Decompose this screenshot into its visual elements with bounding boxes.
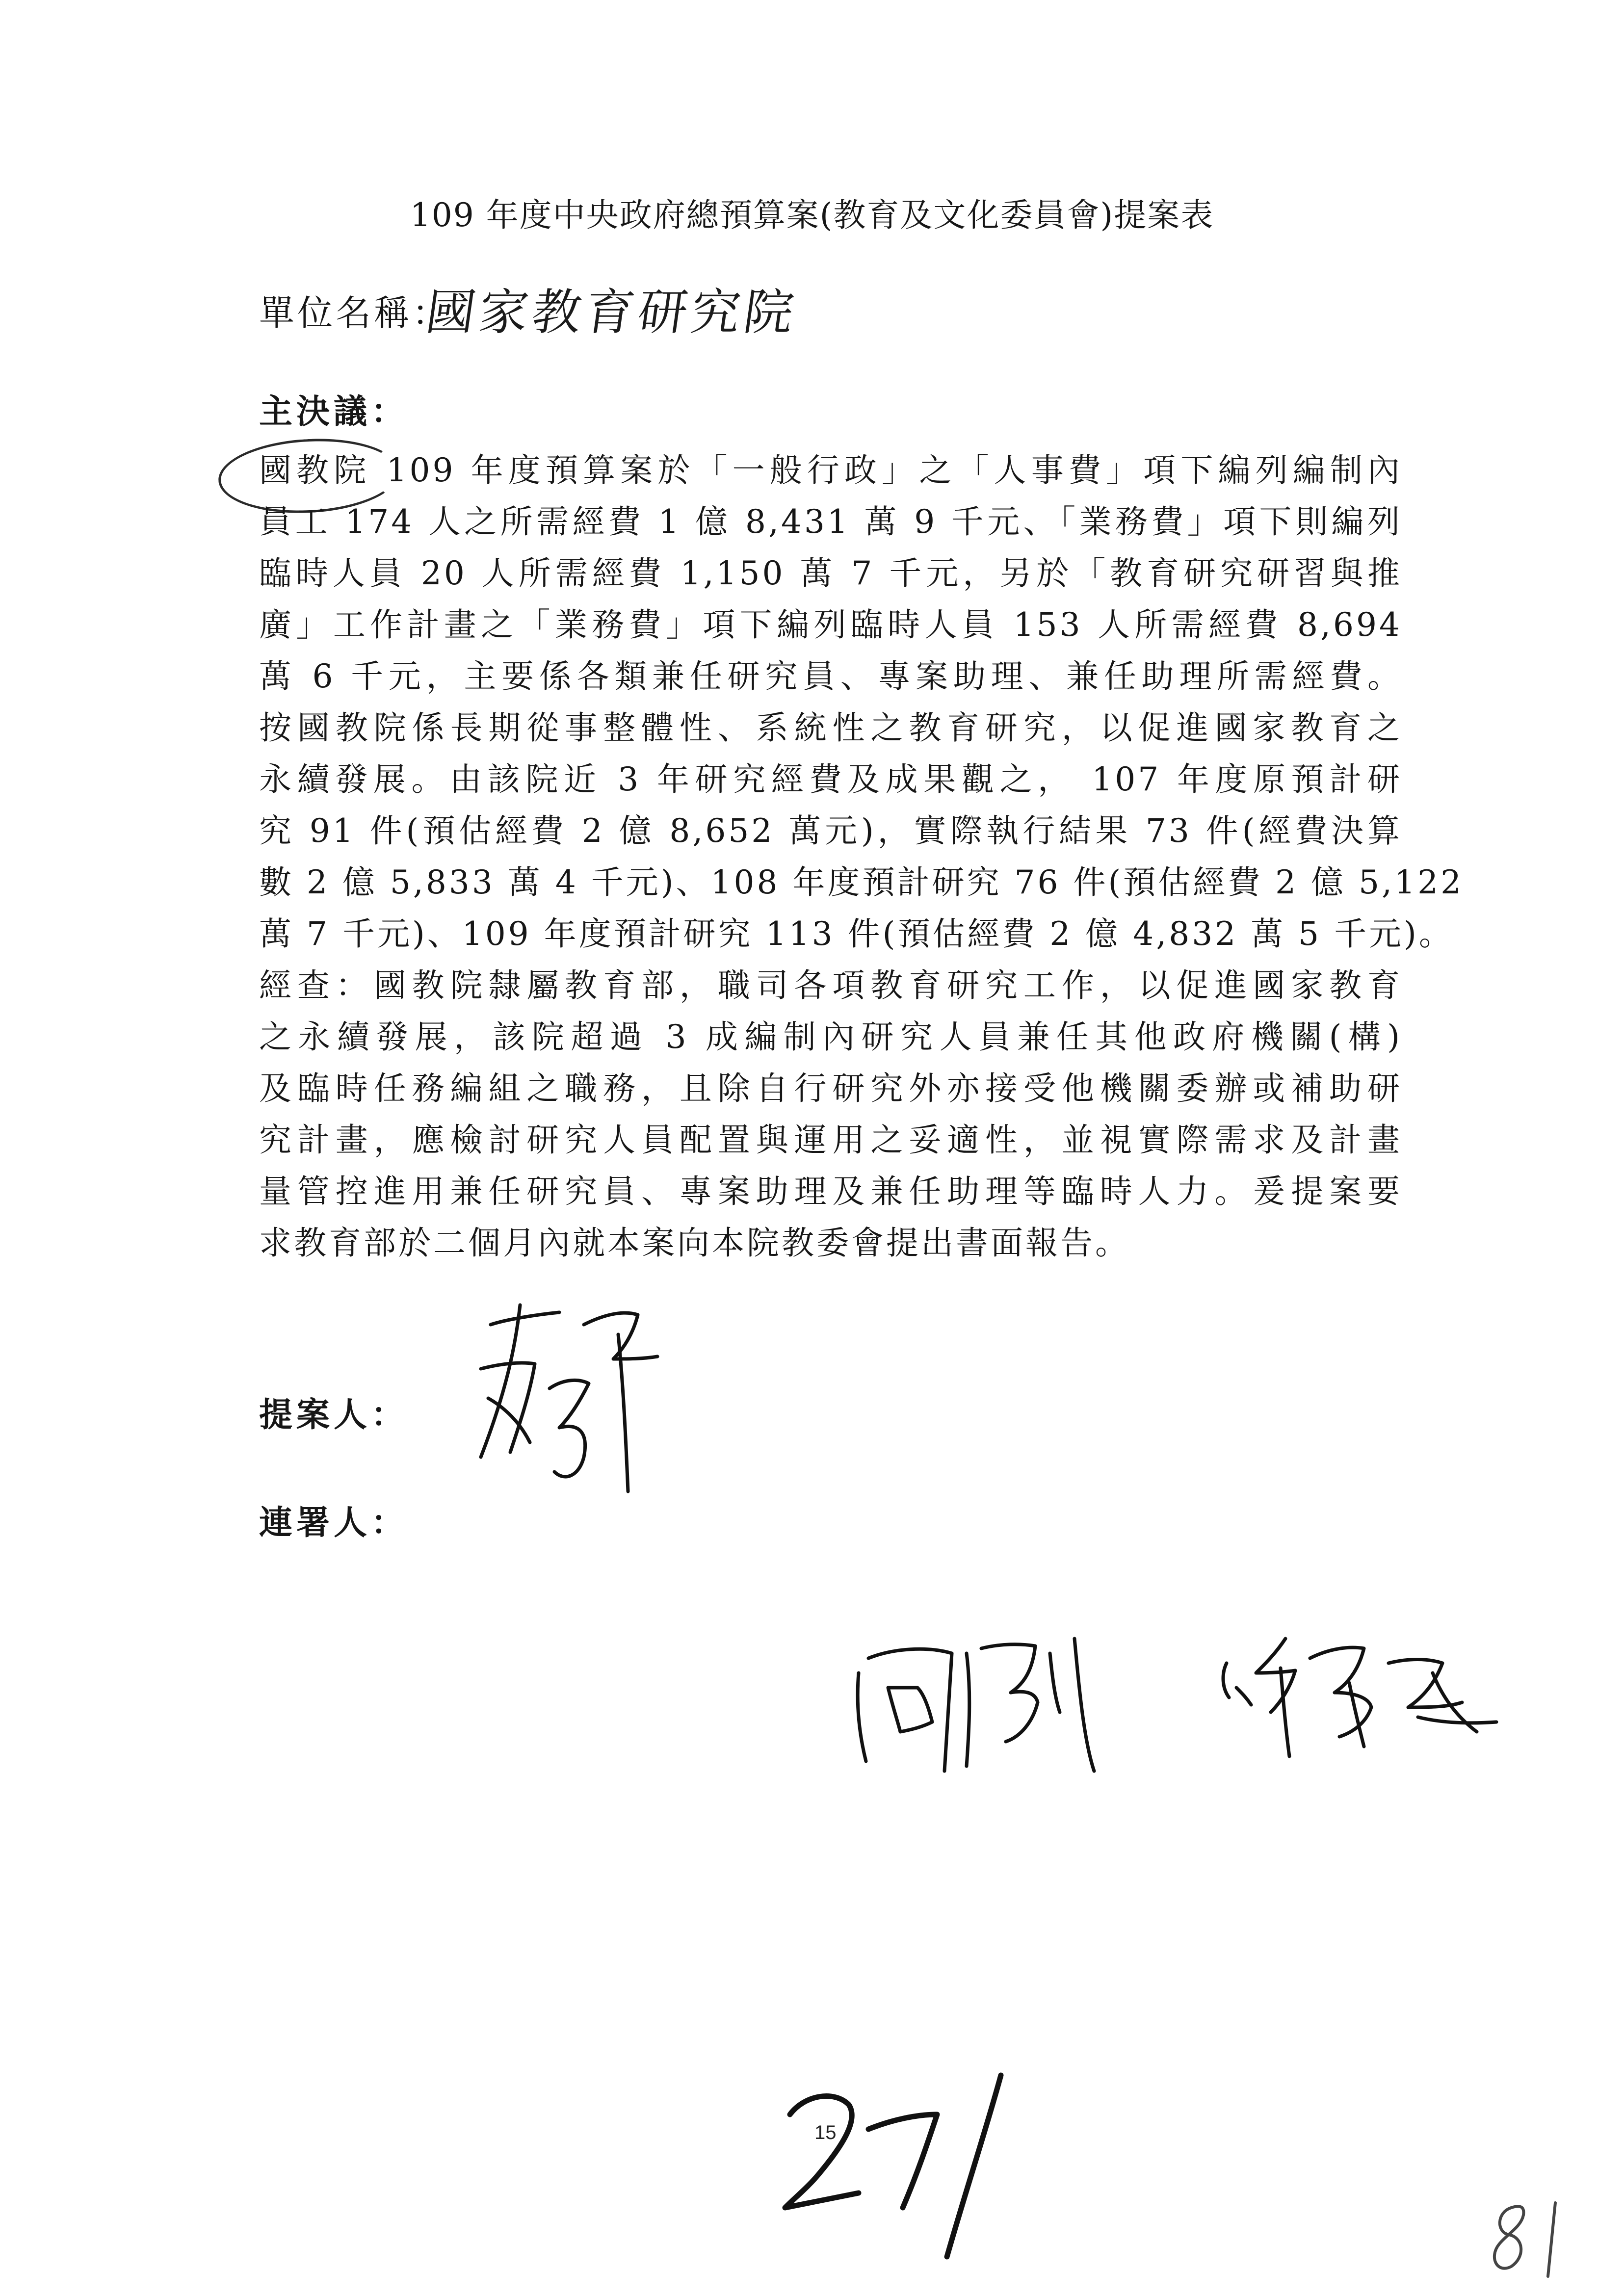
cosigner-label: 連署人： (259, 1503, 409, 1542)
handwritten-corner-number (1482, 2188, 1590, 2286)
resolution-line: 之永續發展，該院超過 3 成編制內研究人員兼任其他政府機關(構) (259, 1018, 1402, 1056)
cosigner-signature-2 (1212, 1619, 1516, 1766)
resolution-label: 主決議： (259, 392, 409, 431)
proposer-label: 提案人： (259, 1395, 409, 1435)
resolution-line: 廣」工作計畫之「業務費」項下編列臨時人員 153 人所需經費 8,694 (259, 606, 1402, 644)
printed-page-number: 15 (814, 2122, 837, 2143)
resolution-line: 經查：國教院隸屬教育部，職司各項教育研究工作，以促進國家教育 (259, 966, 1402, 1004)
resolution-line: 究 91 件(預估經費 2 億 8,652 萬元)，實際執行結果 73 件(經費決算 (259, 812, 1402, 850)
unit-name-label: 單位名稱： (259, 292, 451, 334)
resolution-line: 萬 6 千元，主要係各類兼任研究員、專案助理、兼任助理所需經費。 (259, 657, 1402, 695)
resolution-line: 及臨時任務編組之職務，且除自行研究外亦接受他機關委辦或補助研 (259, 1070, 1402, 1107)
resolution-line: 永續發展。由該院近 3 年研究經費及成果觀之， 107 年度原預計研 (259, 760, 1402, 798)
resolution-line: 臨時人員 20 人所需經費 1,150 萬 7 千元，另於「教育研究研習與推 (259, 554, 1402, 592)
resolution-line: 國教院 109 年度預算案於「一般行政」之「人事費」項下編列編制內 (259, 451, 1402, 489)
handwritten-page-number (770, 2061, 1025, 2276)
proposer-signature (461, 1295, 687, 1501)
unit-name-value: 國家教育研究院 (422, 284, 802, 341)
resolution-line: 量管控進用兼任研究員、專案助理及兼任助理等臨時人力。爰提案要 (259, 1173, 1402, 1210)
resolution-line: 究計畫，應檢討研究人員配置與運用之妥適性，並視實際需求及計畫 (259, 1121, 1402, 1159)
cosigner-signature-1 (844, 1624, 1119, 1781)
resolution-line: 按國教院係長期從事整體性、系統性之教育研究，以促進國家教育之 (259, 709, 1402, 747)
document-title: 109 年度中央政府總預算案(教育及文化委員會)提案表 (410, 196, 1214, 234)
resolution-line: 求教育部於二個月內就本案向本院教委會提出書面報告。 (259, 1224, 1130, 1262)
resolution-line: 萬 7 千元)、109 年度預計研究 113 件(預估經費 2 億 4,832 萬 5 千元)。 (259, 915, 1454, 953)
resolution-line: 數 2 億 5,833 萬 4 千元)、108 年度預計研究 76 件(預估經費 2 億 5,122 (259, 863, 1464, 901)
resolution-line: 員工 174 人之所需經費 1 億 8,431 萬 9 千元、「業務費」項下則編列 (259, 503, 1402, 541)
